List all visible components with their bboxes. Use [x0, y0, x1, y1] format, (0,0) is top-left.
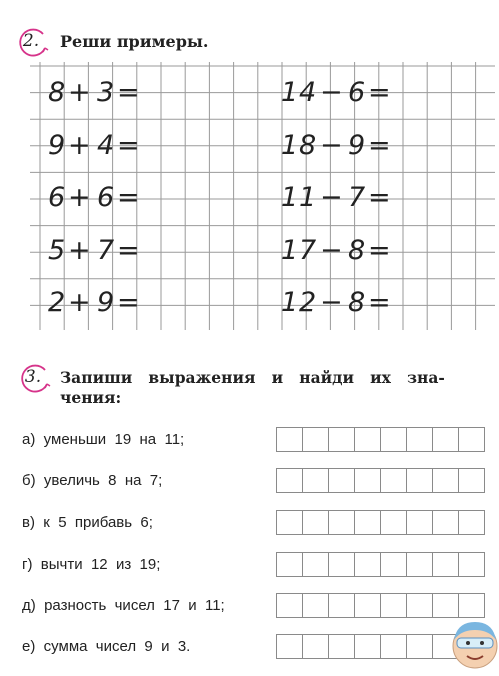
- answer-cell[interactable]: [276, 510, 303, 535]
- example-equals: =: [117, 235, 140, 266]
- answer-cell[interactable]: [302, 468, 329, 493]
- example-operator: −: [320, 235, 343, 266]
- example-digit: 5: [48, 235, 66, 266]
- example-operator: −: [320, 182, 343, 213]
- example-digit: 9: [48, 130, 66, 161]
- answer-cell[interactable]: [380, 468, 407, 493]
- answer-cell[interactable]: [302, 634, 329, 659]
- answer-cell[interactable]: [380, 593, 407, 618]
- answer-cell[interactable]: [354, 510, 381, 535]
- task-3-item-text: г) вычти 12 из 19;: [22, 556, 161, 573]
- example-digit: 8: [48, 77, 66, 108]
- example-equals: =: [117, 77, 140, 108]
- answer-cell[interactable]: [302, 427, 329, 452]
- task-3-item-text: в) к 5 прибавь 6;: [22, 514, 153, 531]
- example-digit: 9: [348, 130, 366, 161]
- example-digit: 8: [348, 235, 366, 266]
- answer-boxes[interactable]: [276, 427, 484, 452]
- example-digit: 9: [97, 287, 115, 318]
- task-3-title-line-1: Запиши выражения и найди их зна-: [60, 368, 445, 387]
- example-digit: 1: [281, 235, 299, 266]
- example-digit: 8: [348, 287, 366, 318]
- example-digit: 4: [299, 77, 317, 108]
- answer-boxes[interactable]: [276, 510, 484, 535]
- answer-cell[interactable]: [328, 552, 355, 577]
- example-digit: 6: [48, 182, 66, 213]
- example-equals: =: [368, 182, 391, 213]
- answer-cell[interactable]: [276, 593, 303, 618]
- answer-cell[interactable]: [328, 468, 355, 493]
- answer-cell[interactable]: [432, 427, 459, 452]
- task-3-item-text: б) увеличь 8 на 7;: [22, 472, 163, 489]
- answer-cell[interactable]: [276, 427, 303, 452]
- task-3-number-badge: [18, 362, 48, 392]
- example-digit: 4: [97, 130, 115, 161]
- example-equals: =: [368, 287, 391, 318]
- example-digit: 2: [299, 287, 317, 318]
- example-digit: 3: [97, 77, 115, 108]
- example-digit: 6: [348, 77, 366, 108]
- example-operator: +: [68, 130, 91, 161]
- answer-cell[interactable]: [302, 510, 329, 535]
- example-equals: =: [117, 130, 140, 161]
- answer-cell[interactable]: [354, 468, 381, 493]
- answer-cell[interactable]: [276, 552, 303, 577]
- example-operator: +: [68, 235, 91, 266]
- answer-cell[interactable]: [328, 593, 355, 618]
- answer-cell[interactable]: [354, 552, 381, 577]
- answer-cell[interactable]: [302, 552, 329, 577]
- example-equals: =: [117, 287, 140, 318]
- answer-cell[interactable]: [432, 468, 459, 493]
- answer-cell[interactable]: [432, 593, 459, 618]
- example-digit: 1: [281, 182, 299, 213]
- example-digit: 7: [299, 235, 317, 266]
- answer-cell[interactable]: [406, 634, 433, 659]
- answer-cell[interactable]: [354, 593, 381, 618]
- example-operator: −: [320, 77, 343, 108]
- answer-cell[interactable]: [328, 510, 355, 535]
- example-operator: −: [320, 287, 343, 318]
- task-3-item-text: д) разность чисел 17 и 11;: [22, 597, 225, 614]
- task-2-number: 2.: [22, 31, 40, 51]
- example-digit: 6: [97, 182, 115, 213]
- answer-boxes[interactable]: [276, 468, 484, 493]
- example-digit: 1: [281, 77, 299, 108]
- answer-cell[interactable]: [276, 468, 303, 493]
- answer-cell[interactable]: [302, 593, 329, 618]
- example-equals: =: [368, 130, 391, 161]
- example-equals: =: [368, 235, 391, 266]
- task-3-title-line-2: чения:: [60, 388, 122, 407]
- answer-cell[interactable]: [432, 510, 459, 535]
- answer-cell[interactable]: [406, 427, 433, 452]
- example-digit: 8: [299, 130, 317, 161]
- answer-cell[interactable]: [458, 510, 485, 535]
- answer-cell[interactable]: [328, 427, 355, 452]
- example-digit: 7: [97, 235, 115, 266]
- answer-cell[interactable]: [458, 468, 485, 493]
- task-3-item-text: е) сумма чисел 9 и 3.: [22, 638, 191, 655]
- answer-cell[interactable]: [276, 634, 303, 659]
- example-equals: =: [368, 77, 391, 108]
- answer-cell[interactable]: [354, 634, 381, 659]
- answer-cell[interactable]: [406, 593, 433, 618]
- task-2-title: Реши примеры.: [60, 32, 209, 51]
- example-digit: 1: [299, 182, 317, 213]
- answer-cell[interactable]: [406, 510, 433, 535]
- answer-boxes[interactable]: [276, 593, 484, 618]
- task-3-item-text: а) уменьши 19 на 11;: [22, 431, 185, 448]
- example-operator: −: [320, 130, 343, 161]
- mascot-face-icon: [449, 616, 499, 672]
- example-operator: +: [68, 287, 91, 318]
- example-equals: =: [117, 182, 140, 213]
- example-digit: 7: [348, 182, 366, 213]
- example-operator: +: [68, 77, 91, 108]
- answer-cell[interactable]: [380, 427, 407, 452]
- answer-cell[interactable]: [458, 593, 485, 618]
- answer-cell[interactable]: [406, 552, 433, 577]
- answer-cell[interactable]: [458, 427, 485, 452]
- example-operator: +: [68, 182, 91, 213]
- answer-cell[interactable]: [328, 634, 355, 659]
- answer-cell[interactable]: [458, 552, 485, 577]
- answer-boxes[interactable]: [276, 552, 484, 577]
- answer-cell[interactable]: [406, 468, 433, 493]
- example-digit: 1: [281, 130, 299, 161]
- example-digit: 2: [48, 287, 66, 318]
- answer-cell[interactable]: [380, 510, 407, 535]
- answer-cell[interactable]: [432, 552, 459, 577]
- answer-cell[interactable]: [380, 634, 407, 659]
- task-3-number: 3.: [24, 367, 42, 387]
- example-digit: 1: [281, 287, 299, 318]
- answer-cell[interactable]: [380, 552, 407, 577]
- answer-cell[interactable]: [354, 427, 381, 452]
